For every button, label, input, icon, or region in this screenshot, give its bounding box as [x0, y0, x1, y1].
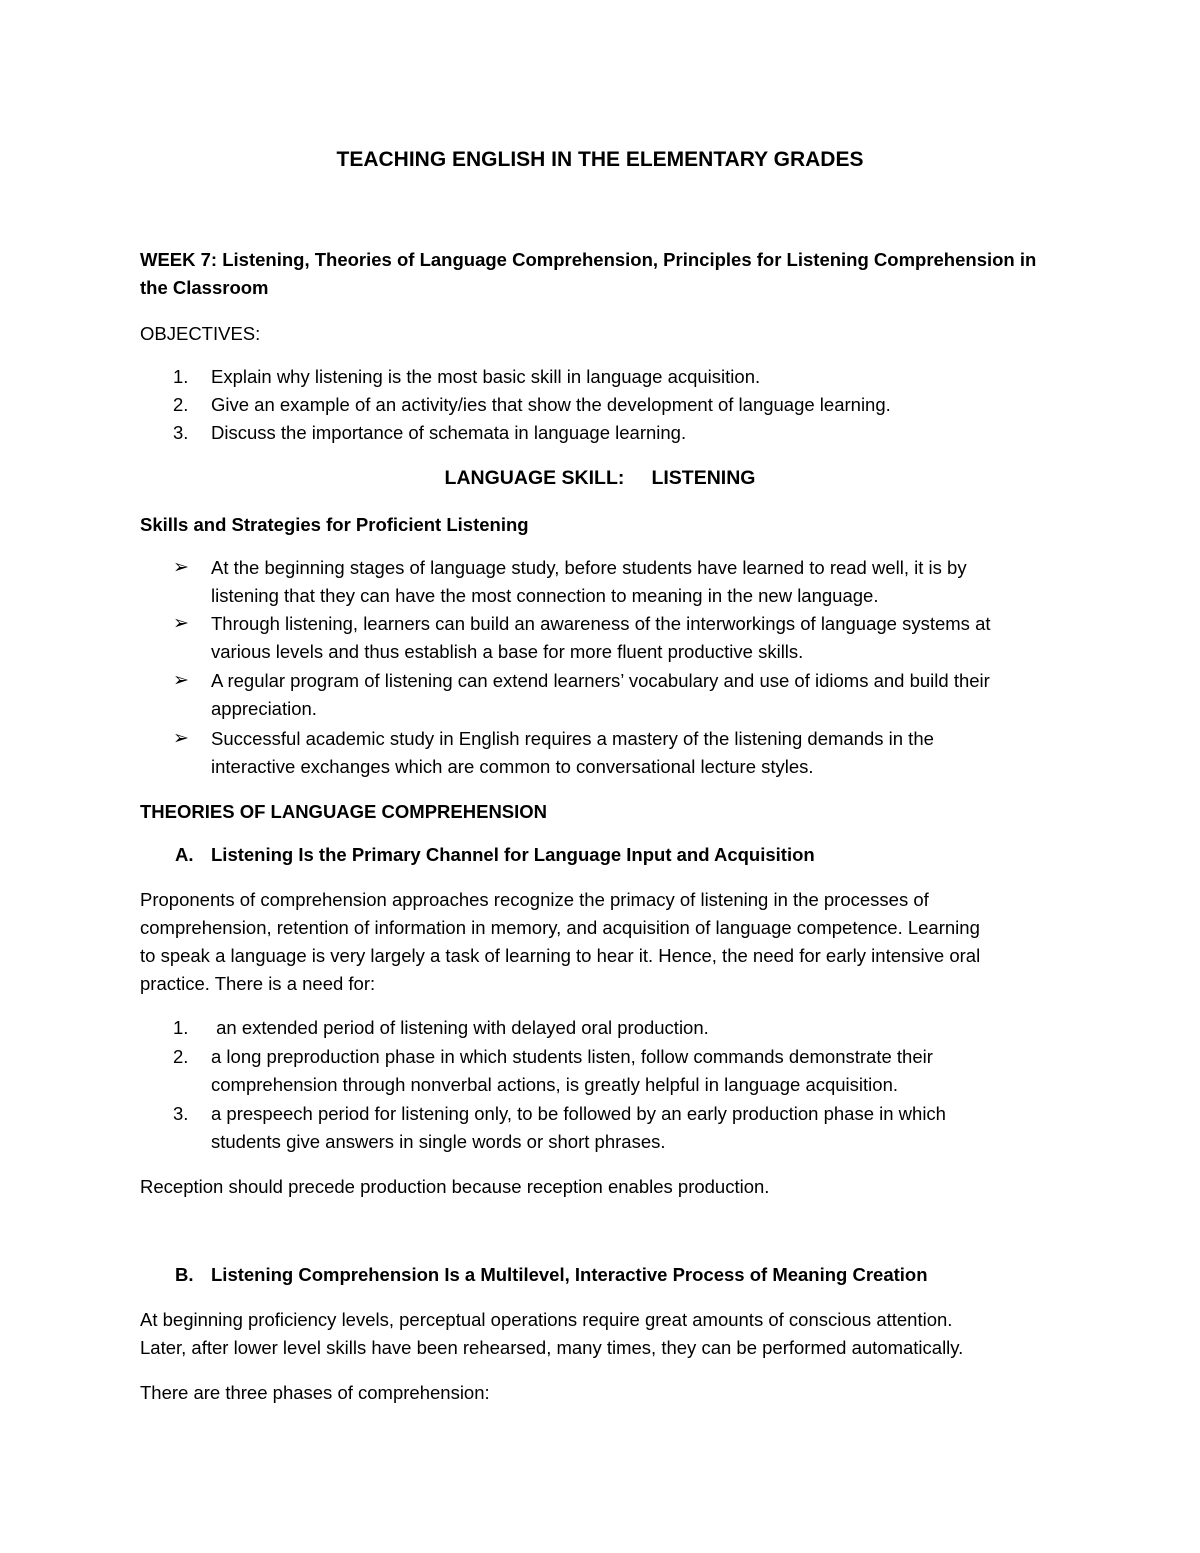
objectives-heading: OBJECTIVES:	[140, 323, 261, 344]
objective-item: Explain why listening is the most basic skill in language acquisition.	[211, 366, 761, 387]
section-b-paragraph-line: Later, after lower level skills have been rehearsed, many times, they can be performed automatically.	[140, 1337, 964, 1358]
arrow-bullet-icon: ➢	[173, 557, 189, 578]
document-title: TEACHING ENGLISH IN THE ELEMENTARY GRADES	[336, 148, 864, 171]
strategies-heading: Skills and Strategies for Proficient Listening	[140, 514, 529, 535]
section-b-title: Listening Comprehension Is a Multilevel, Interactive Process of Meaning Creation	[211, 1264, 928, 1285]
need-item-line: comprehension through nonverbal actions, is greatly helpful in language acquisition.	[211, 1074, 898, 1095]
need-item-line: a prespeech period for listening only, to be followed by an early production phase in which	[211, 1103, 946, 1124]
week-heading-line-2: the Classroom	[140, 277, 269, 298]
need-number: 1.	[173, 1017, 189, 1038]
section-a-label: A.	[175, 844, 194, 865]
need-item-line: a long preproduction phase in which students listen, follow commands demonstrate their	[211, 1046, 933, 1067]
section-a-conclusion: Reception should precede production because reception enables production.	[140, 1176, 770, 1197]
strategy-item-line: appreciation.	[211, 698, 317, 719]
section-b-paragraph-line: At beginning proficiency levels, perceptual operations require great amounts of conscious attention.	[140, 1309, 953, 1330]
phases-intro: There are three phases of comprehension:	[140, 1382, 490, 1403]
language-skill-heading: LANGUAGE SKILL: LISTENING	[444, 467, 756, 489]
section-a-paragraph-line: comprehension, retention of information in memory, and acquisition of language competence. Learning	[140, 917, 980, 938]
need-number: 2.	[173, 1046, 189, 1067]
arrow-bullet-icon: ➢	[173, 670, 189, 691]
need-number: 3.	[173, 1103, 189, 1124]
week-heading-line-1: WEEK 7: Listening, Theories of Language Comprehension, Principles for Listening Comprehension in	[140, 249, 1037, 270]
objective-item: Give an example of an activity/ies that show the development of language learning.	[211, 394, 891, 415]
section-a-paragraph-line: practice. There is a need for:	[140, 973, 376, 994]
section-a-paragraph-line: Proponents of comprehension approaches recognize the primacy of listening in the processes of	[140, 889, 929, 910]
arrow-bullet-icon: ➢	[173, 728, 189, 749]
strategy-item-line: A regular program of listening can extend learners’ vocabulary and use of idioms and build their	[211, 670, 990, 691]
strategy-item-line: Successful academic study in English requires a mastery of the listening demands in the	[211, 728, 934, 749]
objective-number: 2.	[173, 394, 189, 415]
need-item-line: students give answers in single words or short phrases.	[211, 1131, 666, 1152]
section-a-paragraph-line: to speak a language is very largely a task of learning to hear it. Hence, the need for early intensive oral	[140, 945, 981, 966]
strategy-item-line: At the beginning stages of language study, before students have learned to read well, it is by	[211, 557, 967, 578]
objective-number: 1.	[173, 366, 189, 387]
objective-item: Discuss the importance of schemata in language learning.	[211, 422, 687, 443]
theories-heading: THEORIES OF LANGUAGE COMPREHENSION	[140, 801, 548, 822]
strategy-item-line: Through listening, learners can build an awareness of the interworkings of language systems at	[211, 613, 991, 634]
arrow-bullet-icon: ➢	[173, 613, 189, 634]
section-b-label: B.	[175, 1264, 194, 1285]
strategy-item-line: various levels and thus establish a base for more fluent productive skills.	[211, 641, 804, 662]
section-a-title: Listening Is the Primary Channel for Language Input and Acquisition	[211, 844, 815, 865]
strategy-item-line: interactive exchanges which are common to conversational lecture styles.	[211, 756, 814, 777]
need-item-line: an extended period of listening with delayed oral production.	[211, 1017, 709, 1038]
strategy-item-line: listening that they can have the most connection to meaning in the new language.	[211, 585, 879, 606]
objective-number: 3.	[173, 422, 189, 443]
